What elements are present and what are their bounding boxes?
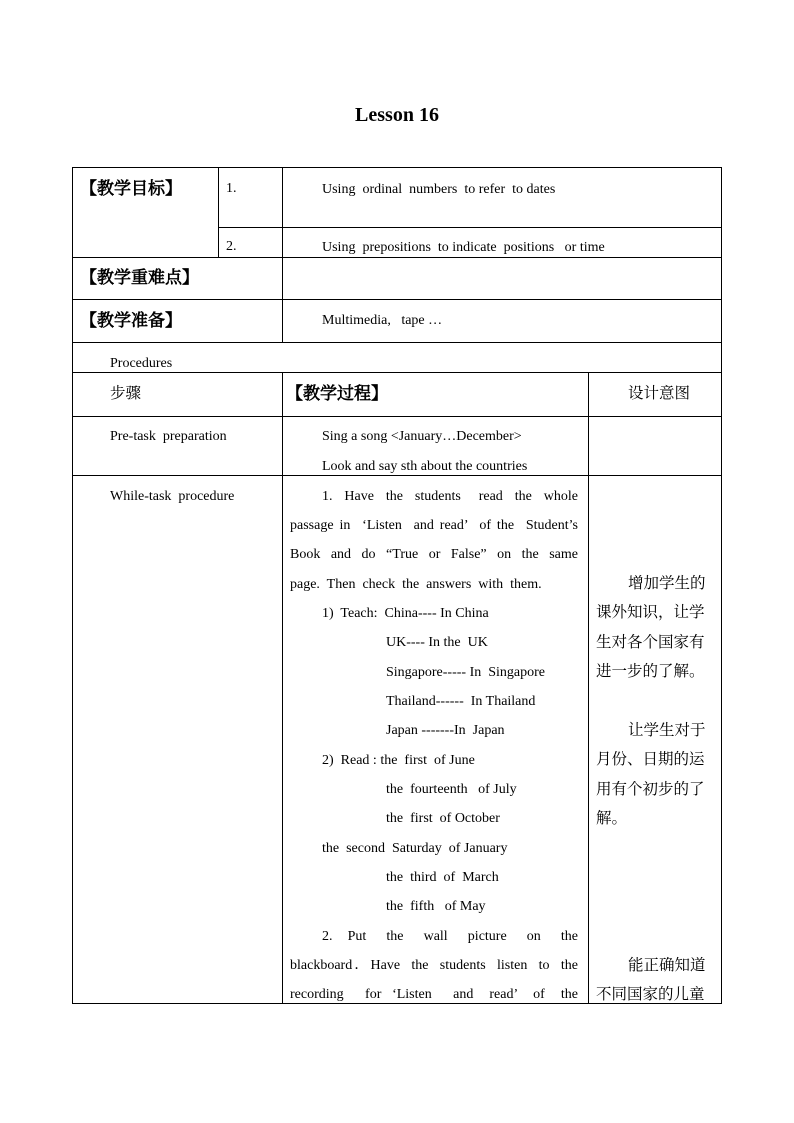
preparation-label: 【教学准备】: [80, 311, 182, 331]
key-points-label: 【教学重难点】: [80, 268, 199, 288]
table-border-right: [721, 167, 722, 1004]
page-title: Lesson 16: [355, 104, 439, 126]
intent-line: 不同国家的儿童: [596, 985, 705, 1003]
table-rule: [588, 372, 589, 1004]
column-header-steps: 步骤: [110, 384, 142, 402]
paragraph-line: recording for ‘Listen and read’ of the: [290, 987, 578, 1002]
table-rule: [72, 257, 722, 258]
read-line: the second Saturday of January: [322, 841, 508, 856]
pre-task-step: Pre-task preparation: [110, 429, 227, 444]
paragraph-line: 1. Have the students read the whole: [322, 489, 578, 504]
intent-line: 进一步的了解。: [596, 662, 705, 680]
objective-number: 2.: [226, 239, 237, 254]
while-task-step: While-task procedure: [110, 489, 235, 504]
paragraph-line: page. Then check the answers with them.: [290, 577, 542, 592]
pre-task-line: Look and say sth about the countries: [322, 459, 528, 474]
intent-line: 增加学生的: [628, 574, 706, 592]
teach-line: Singapore----- In Singapore: [386, 665, 546, 680]
teach-line: 1) Teach: China---- In China: [322, 606, 489, 621]
table-rule: [72, 416, 722, 417]
table-rule: [282, 167, 283, 343]
objectives-label: 【教学目标】: [80, 179, 182, 199]
objective-number: 1.: [226, 181, 237, 196]
intent-line: 解。: [596, 809, 628, 827]
paragraph-line: 2. Put the wall picture on the: [322, 929, 578, 944]
paragraph-line: Book and do “True or False” on the same: [290, 547, 578, 562]
read-line: the third of March: [386, 870, 499, 885]
paragraph-line: blackboard．Have the students listen to the: [290, 958, 578, 973]
table-rule: [72, 475, 722, 476]
pre-task-line: Sing a song <January…December>: [322, 429, 522, 444]
preparation-text: Multimedia, tape …: [322, 313, 443, 328]
procedures-label: Procedures: [110, 356, 173, 371]
teach-line: Japan -------In Japan: [386, 723, 505, 738]
read-line: 2) Read : the first of June: [322, 753, 475, 768]
column-header-intent: 设计意图: [628, 384, 691, 402]
teach-line: Thailand------ In Thailand: [386, 694, 536, 709]
table-rule: [218, 167, 219, 258]
intent-line: 能正确知道: [628, 956, 706, 974]
table-rule: [72, 372, 722, 373]
intent-line: 月份、日期的运: [596, 750, 705, 768]
intent-line: 课外知识，让学: [596, 603, 705, 621]
objective-text: Using ordinal numbers to refer to dates: [322, 182, 556, 197]
table-border-top: [72, 167, 722, 168]
intent-line: 生对各个国家有: [596, 633, 705, 651]
table-rule: [218, 227, 722, 228]
paragraph-line: passage in ‘Listen and read’ of the Student’s: [290, 518, 578, 533]
table-border-left: [72, 167, 73, 1004]
read-line: the fourteenth of July: [386, 782, 517, 797]
table-rule: [282, 372, 283, 1004]
read-line: the fifth of May: [386, 899, 486, 914]
teach-line: UK---- In the UK: [386, 635, 488, 650]
table-rule: [72, 299, 722, 300]
intent-line: 用有个初步的了: [596, 780, 705, 798]
read-line: the first of October: [386, 811, 500, 826]
table-rule: [72, 342, 722, 343]
objective-text: Using prepositions to indicate positions or time: [322, 240, 605, 255]
intent-line: 让学生对于: [628, 721, 706, 739]
column-header-process: 【教学过程】: [286, 384, 388, 404]
